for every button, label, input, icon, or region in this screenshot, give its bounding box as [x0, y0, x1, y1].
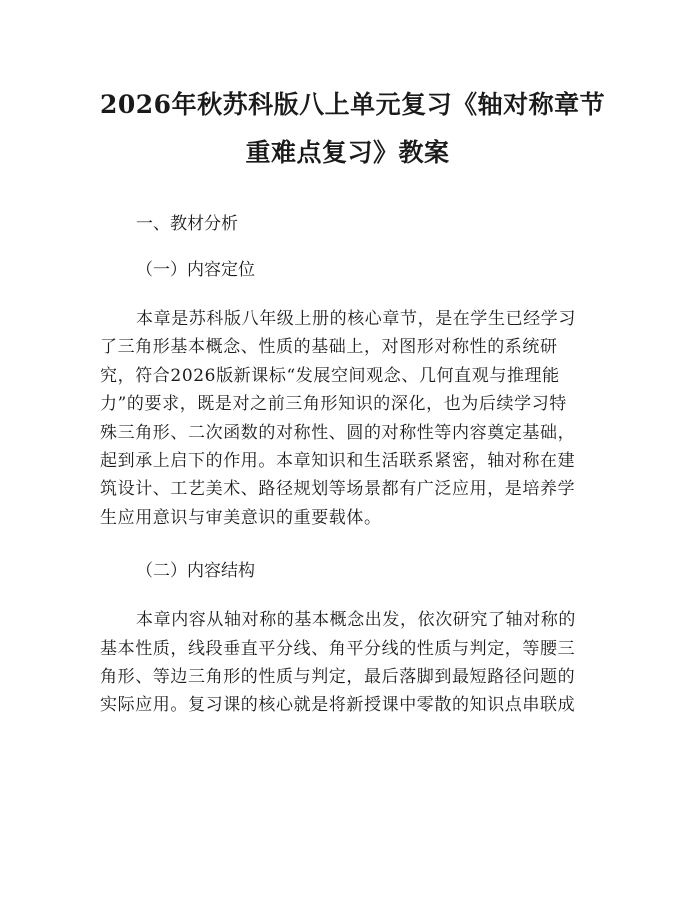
paragraph-content-structure — [100, 606, 595, 720]
text-line: 究，符合2026版新课标“发展空间观念、几何直观与推理能 — [100, 365, 560, 386]
text-line: 本章是苏科版八年级上册的核心章节，是在学生已经学习 — [136, 309, 576, 329]
subsection-heading-content-positioning: （一）内容定位 — [136, 260, 255, 280]
subsection-heading-content-structure: （二）内容结构 — [136, 561, 255, 582]
text-line: 筑设计、工艺美术、路径规划等场景都有广泛应用，是培养学 — [100, 479, 576, 500]
text-line: 本章内容从轴对称的基本概念出发，依次研究了轴对称的 — [136, 610, 576, 631]
text-line: 角形、等边三角形的性质与判定，最后落脚到最短路径问题的 — [100, 667, 576, 688]
title-line: 2026年秋苏科版八上单元复习《轴对称章节 — [100, 90, 606, 119]
document-title — [100, 81, 606, 177]
text-line: 力”的要求，既是对之前三角形知识的深化，也为后续学习特 — [100, 394, 567, 415]
paragraph-content-positioning — [100, 305, 595, 532]
section-heading-textbook-analysis: 一、教材分析 — [136, 214, 238, 234]
title-line: 重难点复习》教案 — [245, 138, 450, 167]
text-line: 基本性质，线段垂直平分线、角平分线的性质与判定，等腰三 — [100, 638, 576, 659]
text-line: 殊三角形、二次函数的对称性、圆的对称性等内容奠定基础， — [100, 422, 576, 443]
text-line: 生应用意识与审美意识的重要载体。 — [100, 507, 382, 528]
text-line: 了三角形基本概念、性质的基础上，对图形对称性的系统研 — [100, 337, 558, 358]
text-line: 实际应用。复习课的核心就是将新授课中零散的知识点串联成 — [100, 695, 576, 716]
text-line: 起到承上启下的作用。本章知识和生活联系紧密，轴对称在建 — [100, 451, 576, 472]
